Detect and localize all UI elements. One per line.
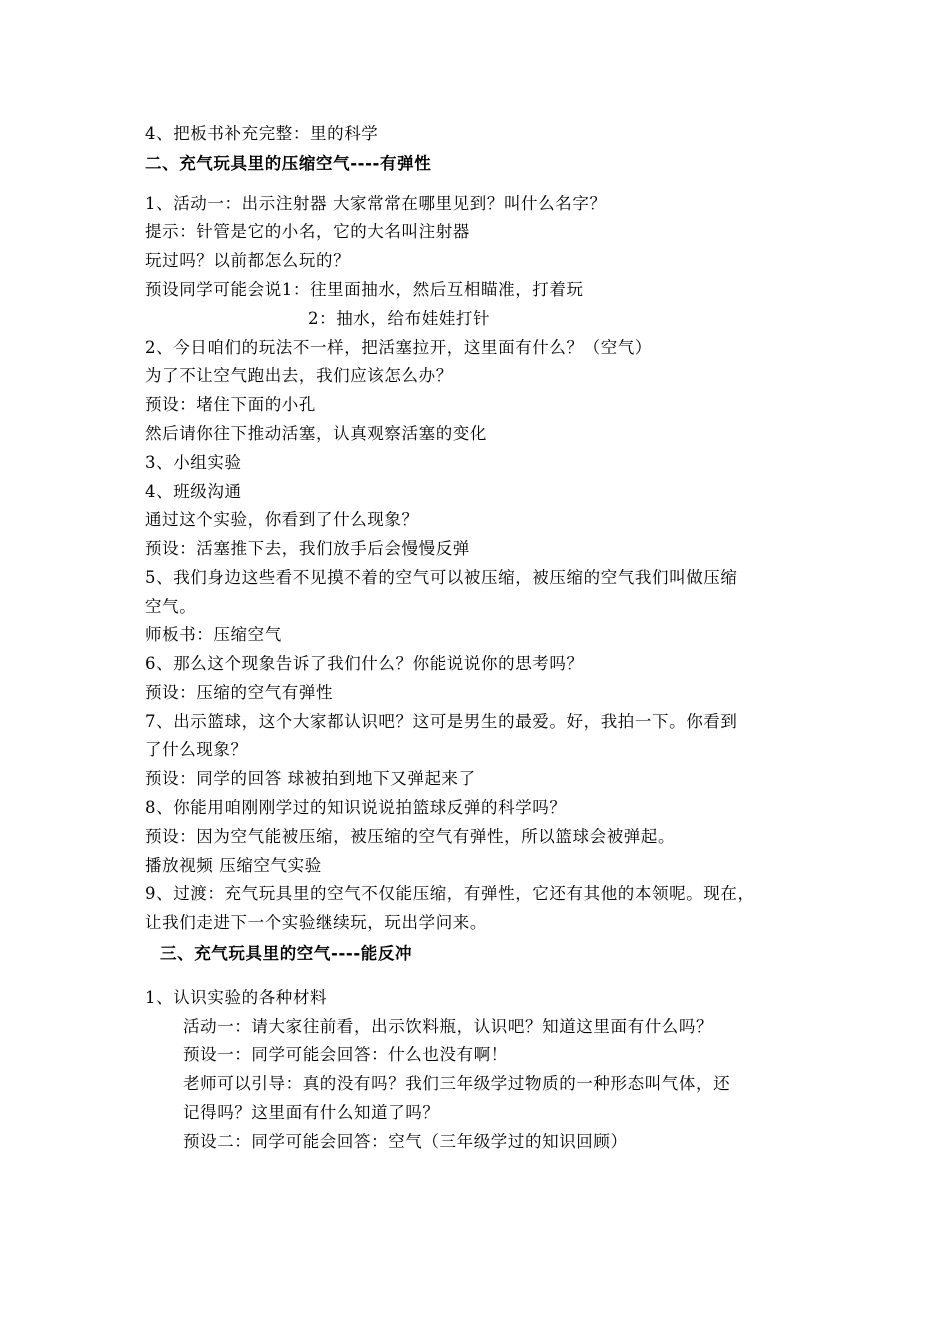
text-line: 9、过渡：充气玩具里的空气不仅能压缩，有弹性，它还有其他的本领呢。现在，: [145, 884, 755, 903]
text-line: 预设：因为空气能被压缩，被压缩的空气有弹性，所以篮球会被弹起。: [145, 827, 676, 846]
text-line: 空气。: [145, 597, 197, 616]
text-line: 老师可以引导：真的没有吗？我们三年级学过物质的一种形态叫气体，还: [183, 1074, 731, 1093]
section-heading-2: 二、充气玩具里的压缩空气----有弹性: [145, 154, 432, 173]
text-line: 预设二：同学可能会回答：空气（三年级学过的知识回顾）: [183, 1132, 628, 1151]
text-line: 提示：针管是它的小名，它的大名叫注射器: [145, 222, 470, 241]
text-line: 播放视频 压缩空气实验: [145, 856, 322, 875]
text-line: 8、你能用咱刚刚学过的知识说说拍篮球反弹的科学吗？: [145, 798, 567, 817]
text-line: 然后请你往下推动活塞，认真观察活塞的变化: [145, 424, 487, 443]
section-heading-3: 三、充气玩具里的空气----能反冲: [160, 944, 413, 963]
text-line: 预设：堵住下面的小孔: [145, 395, 316, 414]
text-line: 2、今日咱们的玩法不一样，把活塞拉开，这里面有什么？（空气）: [145, 338, 652, 357]
text-line: 预设一：同学可能会回答：什么也没有啊！: [183, 1045, 508, 1064]
text-line: 5、我们身边这些看不见摸不着的空气可以被压缩，被压缩的空气我们叫做压缩: [145, 568, 738, 587]
text-line: 4、班级沟通: [145, 482, 242, 501]
text-line: 玩过吗？以前都怎么玩的？: [145, 251, 351, 270]
text-line: 师板书：压缩空气: [145, 625, 282, 644]
text-line: 为了不让空气跑出去，我们应该怎么办？: [145, 366, 453, 385]
text-line: 预设：压缩的空气有弹性: [145, 683, 334, 702]
text-line: 1、活动一：出示注射器 大家常常在哪里见到？叫什么名字？: [145, 194, 607, 213]
text-line: 了什么现象？: [145, 740, 248, 759]
text-line: 活动一：请大家往前看，出示饮料瓶，认识吧？知道这里面有什么吗？: [183, 1017, 714, 1036]
text-line: 4、把板书补充完整：里的科学: [145, 124, 379, 143]
text-line: 让我们走进下一个实验继续玩，玩出学问来。: [145, 913, 487, 932]
text-line: 2：抽水，给布娃娃打针: [308, 309, 491, 328]
text-line: 通过这个实验，你看到了什么现象？: [145, 510, 419, 529]
text-line: 记得吗？这里面有什么知道了吗？: [183, 1103, 440, 1122]
text-line: 预设：同学的回答 球被拍到地下又弹起来了: [145, 769, 476, 788]
text-line: 预设同学可能会说1：往里面抽水，然后互相瞄准，打着玩: [145, 280, 584, 299]
text-line: 1、认识实验的各种材料: [145, 988, 328, 1007]
text-line: 7、出示篮球，这个大家都认识吧？这可是男生的最爱。好，我拍一下。你看到: [145, 712, 738, 731]
text-line: 6、那么这个现象告诉了我们什么？你能说说你的思考吗？: [145, 654, 584, 673]
text-line: 预设：活塞推下去，我们放手后会慢慢反弹: [145, 539, 470, 558]
text-line: 3、小组实验: [145, 453, 242, 472]
